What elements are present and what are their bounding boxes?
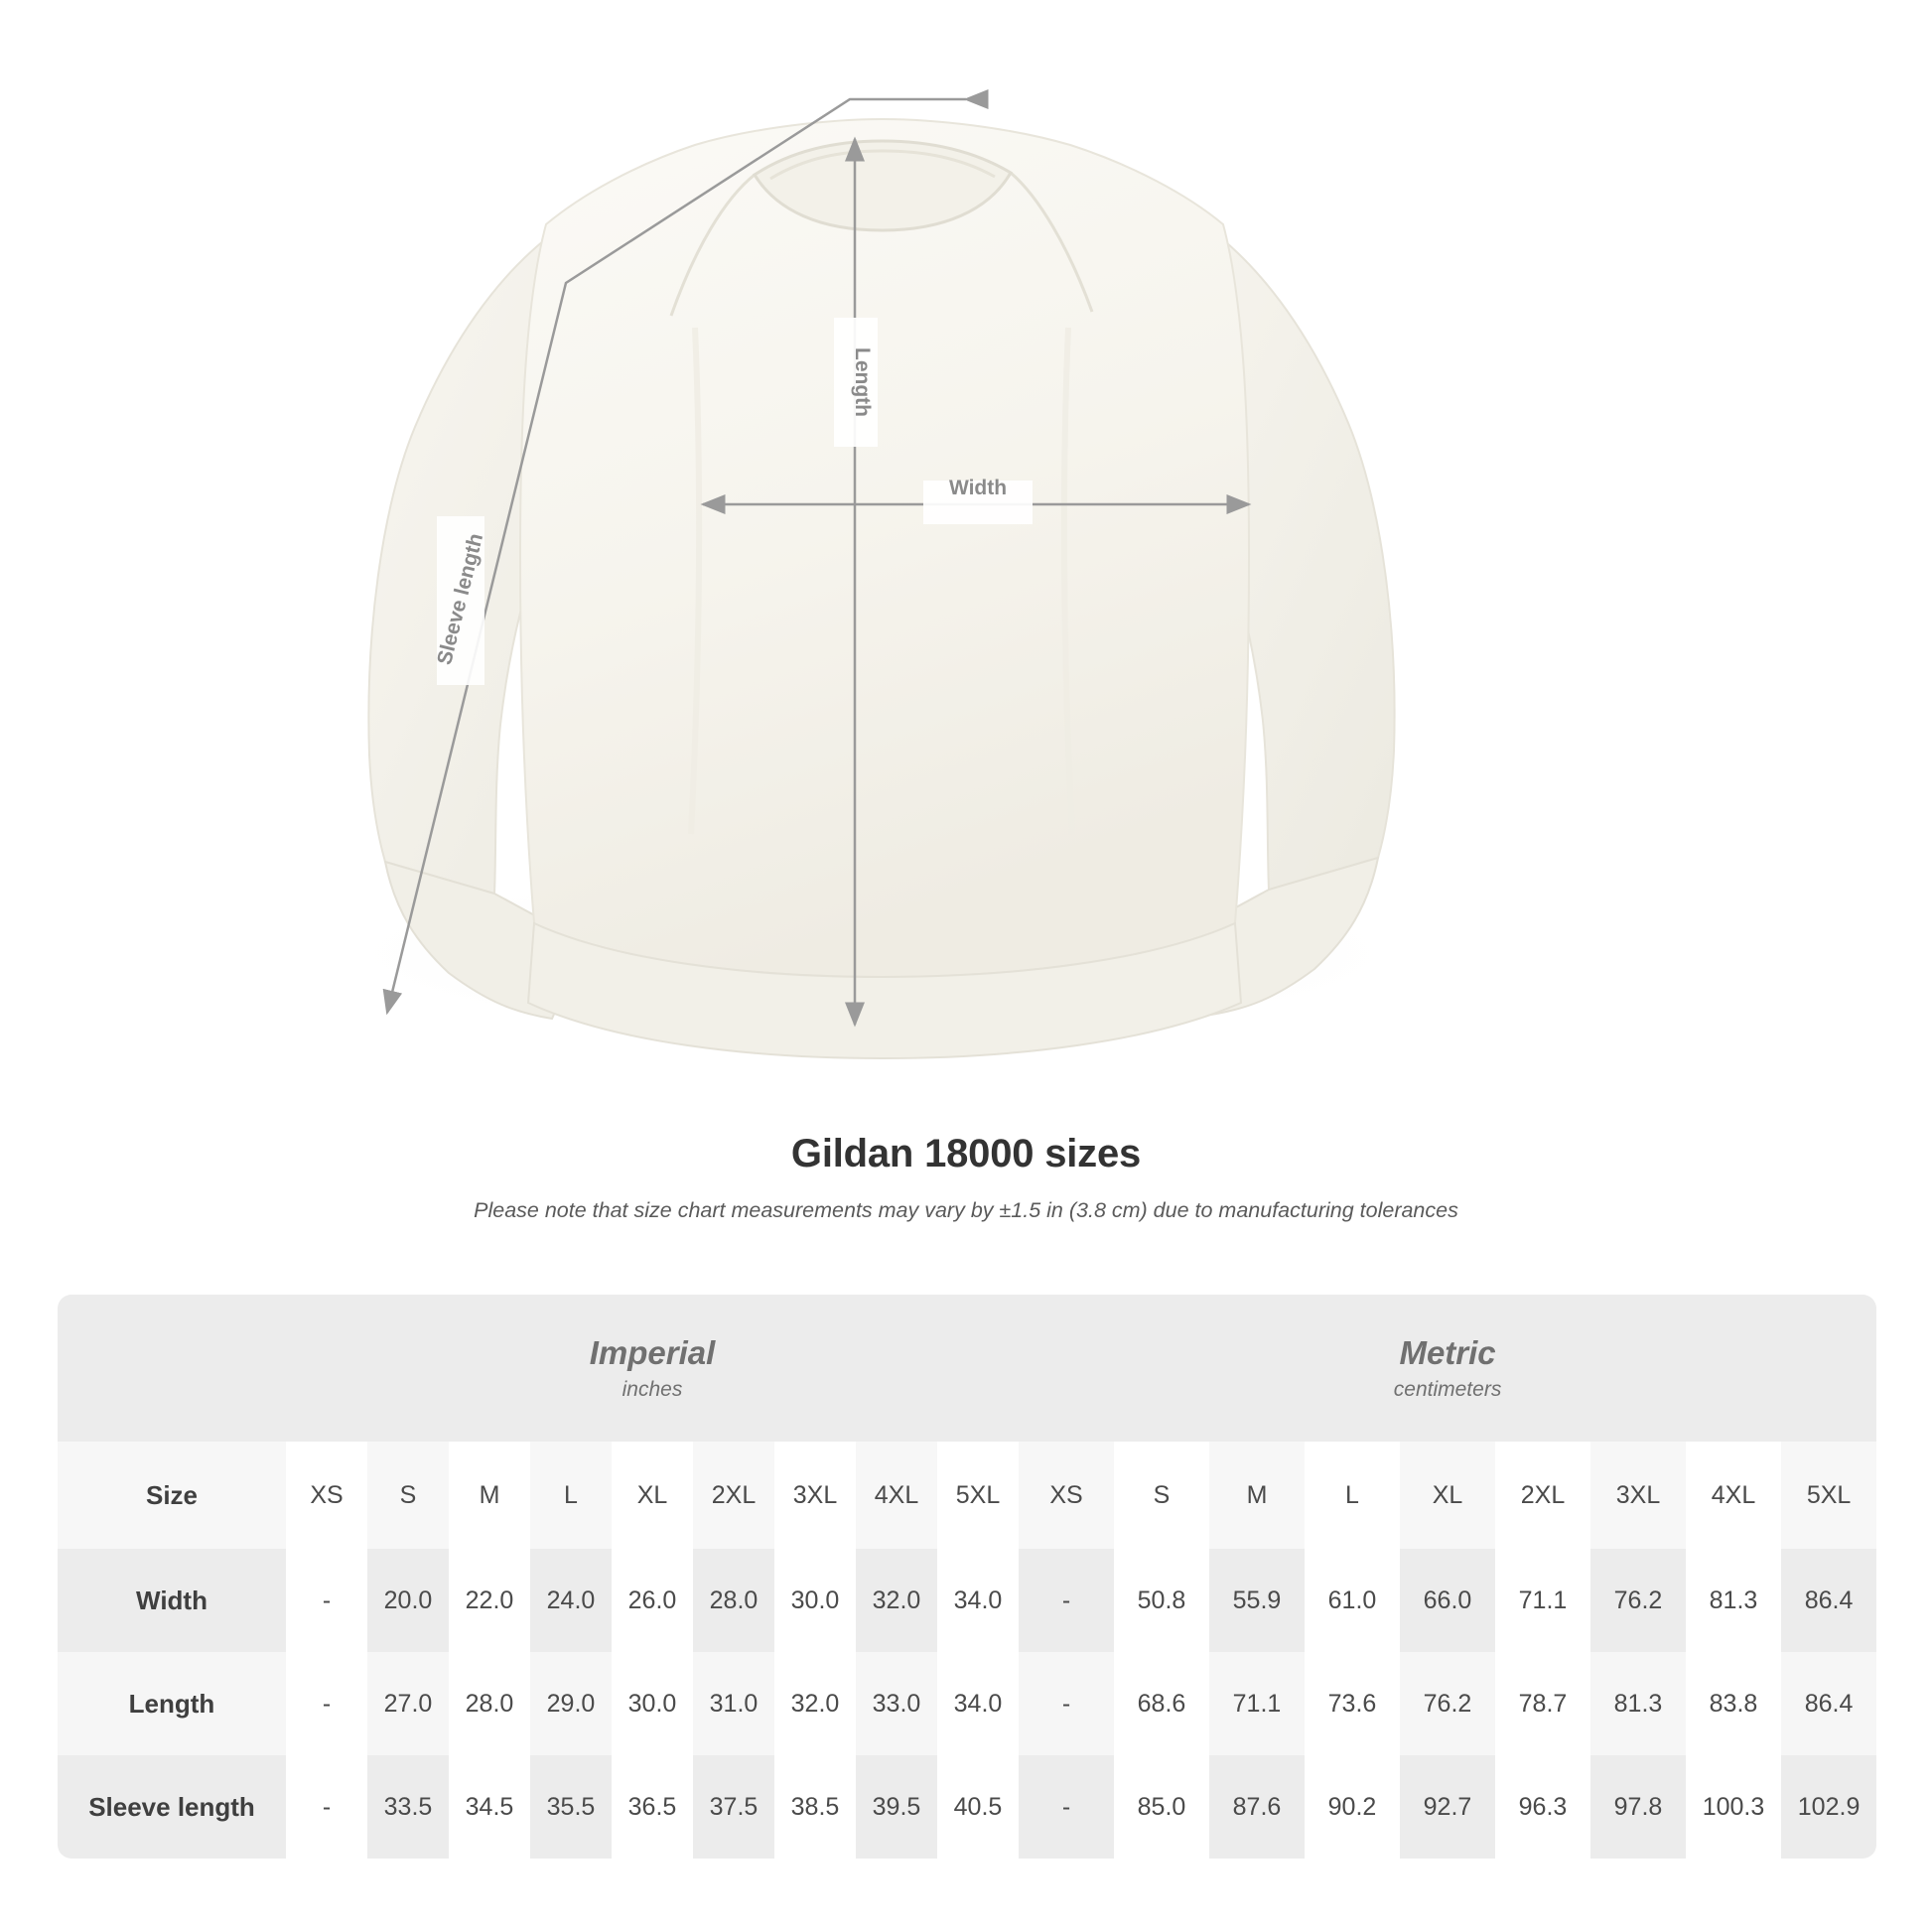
size-header-imperial-xs: XS xyxy=(286,1442,367,1549)
length-metric-2xl: 78.7 xyxy=(1495,1652,1590,1755)
sleeve-metric-xl: 92.7 xyxy=(1400,1755,1495,1859)
size-header-metric-s: S xyxy=(1114,1442,1209,1549)
width-metric-4xl: 81.3 xyxy=(1686,1549,1781,1652)
length-metric-l: 73.6 xyxy=(1305,1652,1400,1755)
sleeve-metric-3xl: 97.8 xyxy=(1590,1755,1686,1859)
width-imperial-m: 22.0 xyxy=(449,1549,530,1652)
sleeve-imperial-s: 33.5 xyxy=(367,1755,449,1859)
sleeve-imperial-2xl: 37.5 xyxy=(693,1755,774,1859)
sleeve-metric-4xl: 100.3 xyxy=(1686,1755,1781,1859)
sleeve-imperial-l: 35.5 xyxy=(530,1755,612,1859)
table-row xyxy=(58,1755,1876,1859)
length-metric-3xl: 81.3 xyxy=(1590,1652,1686,1755)
sleeve-imperial-3xl: 38.5 xyxy=(774,1755,856,1859)
size-header-imperial-5xl: 5XL xyxy=(937,1442,1019,1549)
sleeve-imperial-5xl: 40.5 xyxy=(937,1755,1019,1859)
unit-header-row xyxy=(58,1295,1876,1442)
unit-metric-cell xyxy=(1019,1295,1876,1442)
length-metric-xl: 76.2 xyxy=(1400,1652,1495,1755)
sweatshirt-shape xyxy=(368,119,1394,1058)
width-imperial-xl: 26.0 xyxy=(612,1549,693,1652)
width-metric-3xl: 76.2 xyxy=(1590,1549,1686,1652)
size-header-metric-2xl: 2XL xyxy=(1495,1442,1590,1549)
tolerance-note: Please note that size chart measurements may vary by ±1.5 in (3.8 cm) due to manufacturing tolerances xyxy=(474,1198,1458,1222)
row-label-sleeve-length: Sleeve length xyxy=(58,1755,286,1859)
length-metric-s: 68.6 xyxy=(1114,1652,1209,1755)
sleeve-metric-m: 87.6 xyxy=(1209,1755,1305,1859)
table-row xyxy=(58,1652,1876,1755)
size-table-wrap xyxy=(58,1295,1874,1859)
sleeve-imperial-xl: 36.5 xyxy=(612,1755,693,1859)
width-metric-l: 61.0 xyxy=(1305,1549,1400,1652)
size-header-imperial-xl: XL xyxy=(612,1442,693,1549)
unit-corner-cell xyxy=(58,1295,286,1442)
sleeve-imperial-xs: - xyxy=(286,1755,367,1859)
size-header-row xyxy=(58,1442,1876,1549)
sleeve-length-label: Sleeve length xyxy=(433,530,488,667)
width-imperial-4xl: 32.0 xyxy=(856,1549,937,1652)
size-header-metric-5xl: 5XL xyxy=(1781,1442,1876,1549)
width-imperial-s: 20.0 xyxy=(367,1549,449,1652)
width-metric-m: 55.9 xyxy=(1209,1549,1305,1652)
width-metric-xs: - xyxy=(1019,1549,1114,1652)
length-imperial-m: 28.0 xyxy=(449,1652,530,1755)
unit-metric-name: Metric xyxy=(1399,1334,1496,1372)
size-table xyxy=(58,1295,1876,1859)
width-imperial-l: 24.0 xyxy=(530,1549,612,1652)
width-imperial-5xl: 34.0 xyxy=(937,1549,1019,1652)
length-imperial-xl: 30.0 xyxy=(612,1652,693,1755)
unit-metric-sub: centimeters xyxy=(1393,1377,1502,1401)
size-header-imperial-3xl: 3XL xyxy=(774,1442,856,1549)
size-header-metric-xl: XL xyxy=(1400,1442,1495,1549)
size-header-metric-l: L xyxy=(1305,1442,1400,1549)
length-imperial-4xl: 33.0 xyxy=(856,1652,937,1755)
table-row xyxy=(58,1549,1876,1652)
width-imperial-3xl: 30.0 xyxy=(774,1549,856,1652)
size-header-metric-4xl: 4XL xyxy=(1686,1442,1781,1549)
sleeve-metric-s: 85.0 xyxy=(1114,1755,1209,1859)
size-header-metric-xs: XS xyxy=(1019,1442,1114,1549)
size-header-label: Size xyxy=(58,1442,286,1549)
width-metric-s: 50.8 xyxy=(1114,1549,1209,1652)
row-label-width: Width xyxy=(58,1549,286,1652)
length-imperial-xs: - xyxy=(286,1652,367,1755)
width-metric-5xl: 86.4 xyxy=(1781,1549,1876,1652)
sleeve-metric-xs: - xyxy=(1019,1755,1114,1859)
length-imperial-l: 29.0 xyxy=(530,1652,612,1755)
unit-imperial-sub: inches xyxy=(621,1377,683,1401)
sleeve-metric-5xl: 102.9 xyxy=(1781,1755,1876,1859)
size-header-imperial-s: S xyxy=(367,1442,449,1549)
length-metric-xs: - xyxy=(1019,1652,1114,1755)
length-metric-m: 71.1 xyxy=(1209,1652,1305,1755)
size-header-imperial-m: M xyxy=(449,1442,530,1549)
unit-imperial-name: Imperial xyxy=(589,1334,716,1372)
length-imperial-2xl: 31.0 xyxy=(693,1652,774,1755)
width-metric-2xl: 71.1 xyxy=(1495,1549,1590,1652)
sleeve-imperial-4xl: 39.5 xyxy=(856,1755,937,1859)
row-label-length: Length xyxy=(58,1652,286,1755)
page-title: Gildan 18000 sizes xyxy=(790,1132,1142,1175)
chart-header xyxy=(0,1132,1932,1223)
length-label: Length xyxy=(851,347,874,417)
width-imperial-2xl: 28.0 xyxy=(693,1549,774,1652)
length-imperial-s: 27.0 xyxy=(367,1652,449,1755)
length-imperial-3xl: 32.0 xyxy=(774,1652,856,1755)
width-label: Width xyxy=(948,477,1008,499)
size-header-imperial-4xl: 4XL xyxy=(856,1442,937,1549)
length-imperial-5xl: 34.0 xyxy=(937,1652,1019,1755)
sleeve-metric-l: 90.2 xyxy=(1305,1755,1400,1859)
size-header-imperial-l: L xyxy=(530,1442,612,1549)
length-metric-4xl: 83.8 xyxy=(1686,1652,1781,1755)
length-metric-5xl: 86.4 xyxy=(1781,1652,1876,1755)
size-header-metric-3xl: 3XL xyxy=(1590,1442,1686,1549)
sleeve-metric-2xl: 96.3 xyxy=(1495,1755,1590,1859)
sleeve-imperial-m: 34.5 xyxy=(449,1755,530,1859)
size-header-metric-m: M xyxy=(1209,1442,1305,1549)
width-imperial-xs: - xyxy=(286,1549,367,1652)
size-header-imperial-2xl: 2XL xyxy=(693,1442,774,1549)
width-metric-xl: 66.0 xyxy=(1400,1549,1495,1652)
unit-imperial-cell xyxy=(286,1295,1019,1442)
